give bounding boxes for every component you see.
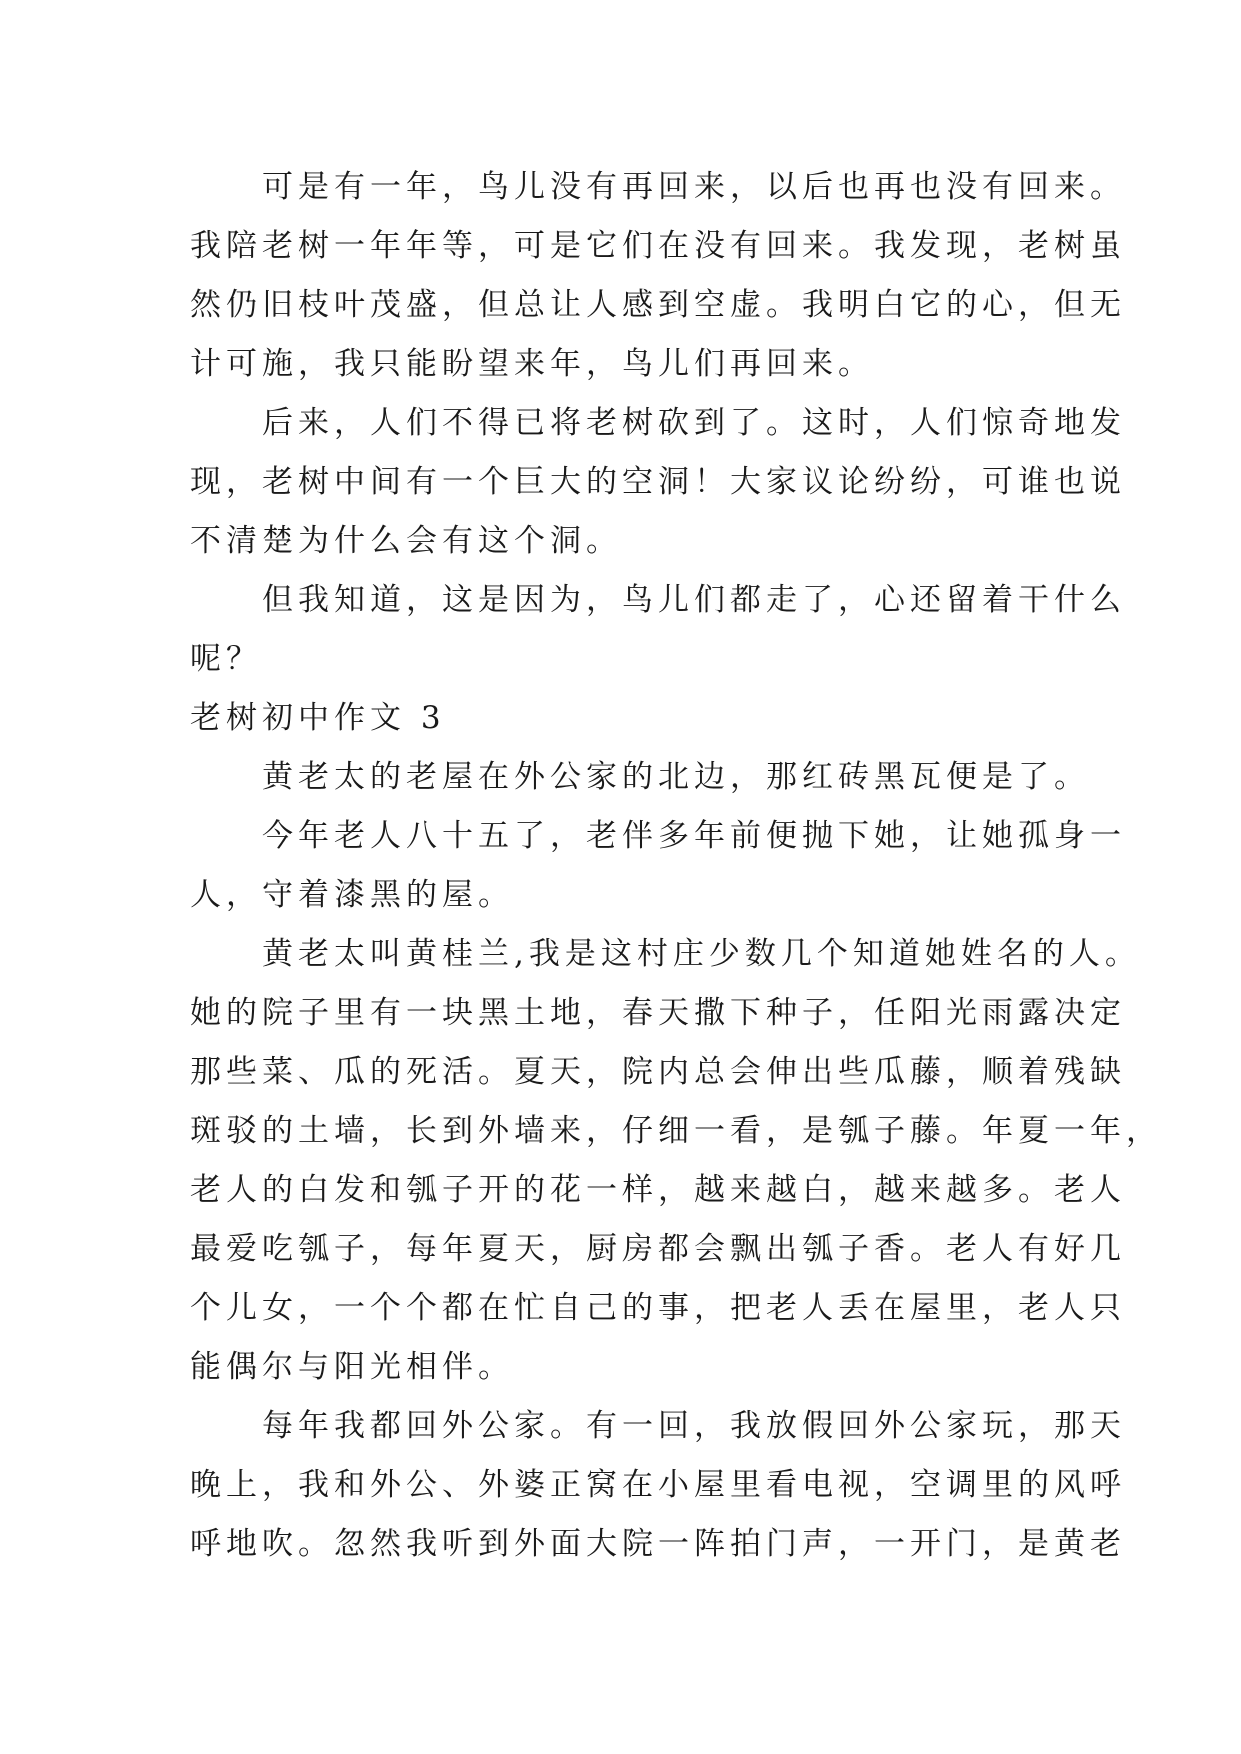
text-line: 那些菜、瓜的死活。夏天，院内总会伸出些瓜藤，顺着残缺 (190, 1054, 1126, 1090)
text-line: 不清楚为什么会有这个洞。 (190, 523, 622, 559)
text-line: 晚上，我和外公、外婆正窝在小屋里看电视，空调里的风呼 (190, 1467, 1126, 1503)
text-line: 我陪老树一年年等，可是它们在没有回来。我发现，老树虽 (190, 228, 1126, 264)
text-line: 现，老树中间有一个巨大的空洞！大家议论纷纷，可谁也说 (190, 464, 1126, 500)
text-line: 黄老太的老屋在外公家的北边，那红砖黑瓦便是了。 (190, 759, 1090, 795)
text-line: 今年老人八十五了，老伴多年前便抛下她，让她孤身一 (190, 818, 1126, 854)
text-line: 然仍旧枝叶茂盛，但总让人感到空虚。我明白它的心，但无 (190, 287, 1126, 323)
text-line: 呼地吹。忽然我听到外面大院一阵拍门声，一开门，是黄老 (190, 1526, 1126, 1562)
text-line: 后来，人们不得已将老树砍到了。这时，人们惊奇地发 (190, 405, 1126, 441)
text-line: 可是有一年，鸟儿没有再回来，以后也再也没有回来。 (190, 169, 1126, 205)
text-line: 计可施，我只能盼望来年，鸟儿们再回来。 (190, 346, 874, 382)
text-line: 每年我都回外公家。有一回，我放假回外公家玩，那天 (190, 1408, 1126, 1444)
section-heading: 老树初中作文 3 (190, 700, 446, 736)
text-line: 但我知道，这是因为，鸟儿们都走了，心还留着干什么 (190, 582, 1126, 618)
text-line: 最爱吃瓠子，每年夏天，厨房都会飘出瓠子香。老人有好几 (190, 1231, 1126, 1267)
text-line: 人，守着漆黑的屋。 (190, 877, 514, 913)
text-line: 她的院子里有一块黑土地，春天撒下种子，任阳光雨露决定 (190, 995, 1126, 1031)
text-line: 呢？ (190, 641, 262, 677)
text-line: 黄老太叫黄桂兰,我是这村庄少数几个知道她姓名的人。 (190, 936, 1141, 972)
text-line: 斑驳的土墙，长到外墙来，仔细一看，是瓠子藤。年夏一年， (190, 1113, 1162, 1149)
text-line: 个儿女，一个个都在忙自己的事，把老人丢在屋里，老人只 (190, 1290, 1126, 1326)
text-line: 能偶尔与阳光相伴。 (190, 1349, 514, 1385)
text-line: 老人的白发和瓠子开的花一样，越来越白，越来越多。老人 (190, 1172, 1126, 1208)
